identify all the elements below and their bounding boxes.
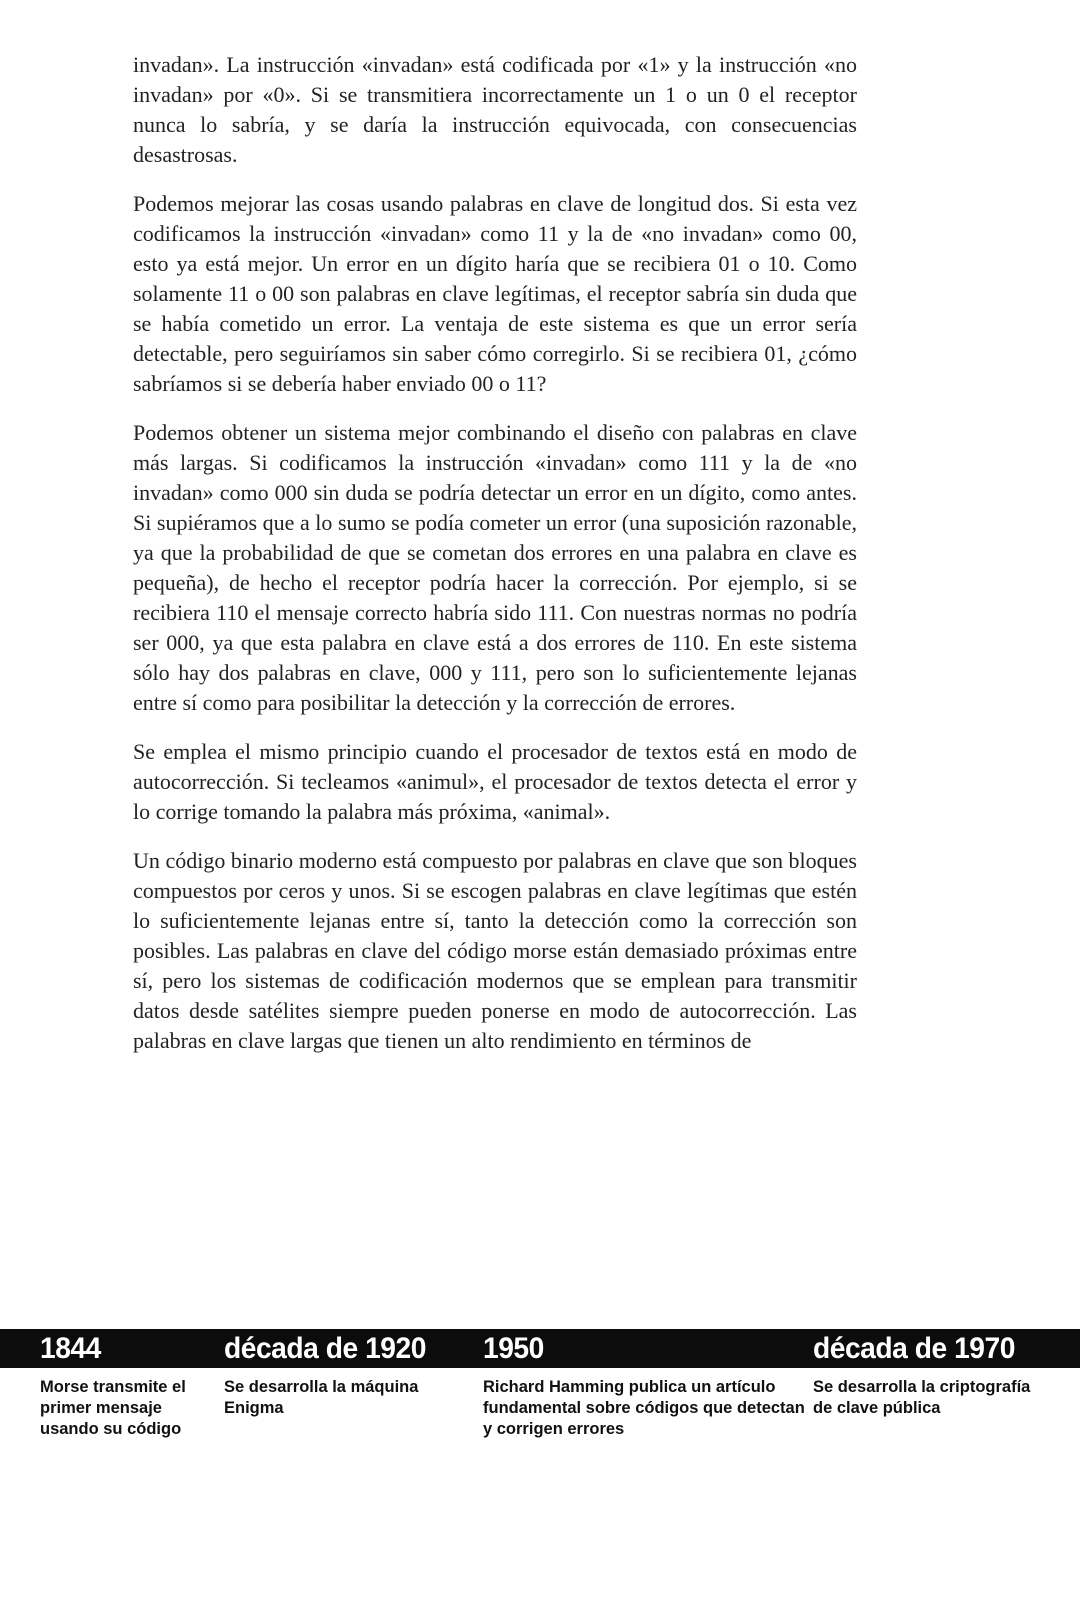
paragraph-5: Un código binario moderno está compuesto por palabras en clave que son bloques compuestos por ceros y unos. Si se escogen palabras en clave legítimas que estén lo suficientemente lejanas entre sí, tanto la detección como la corrección son posibles. Las palabras en clave del código morse están demasiado próximas entre sí, pero los sistemas de codificación modernos que se emplean para transmitir datos desde satélites siempre pueden ponerse en modo de autocorrección. Las palabras en clave largas que tienen un alto rendimiento en términos de	[133, 848, 857, 1053]
timeline-year-1844: 1844	[40, 1332, 101, 1365]
timeline-description-1844: Morse transmite el primer mensaje usando su código	[40, 1378, 186, 1438]
timeline-description-decada-1970: Se desarrolla la criptografía de clave pública	[813, 1378, 1031, 1417]
timeline-description-decada-1920: Se desarrolla la máquina Enigma	[224, 1378, 419, 1417]
timeline-year-1950: 1950	[483, 1332, 544, 1365]
paragraph-4: Se emplea el mismo principio cuando el procesador de textos está en modo de autocorrección. Si tecleamos «animul», el procesador de textos detecta el error y lo corrige tomando la palabra más próxima, «animal».	[133, 739, 857, 824]
timeline-year-decada-1970: década de 1970	[813, 1332, 1015, 1365]
timeline-bar	[0, 1329, 1080, 1368]
body-text	[133, 50, 857, 1075]
paragraph-3: Podemos obtener un sistema mejor combinando el diseño con palabras en clave más largas. Si codificamos la instrucción «invadan» como 111 y la de «no invadan» como 000 sin duda se podría detectar un error en un dígito, como antes. Si supiéramos que a lo sumo se podía cometer un error (una suposición razonable, ya que la probabilidad de que se cometan dos errores en una palabra en clave es pequeña), de hecho el receptor podría hacer la corrección. Por ejemplo, si se recibiera 110 el mensaje correcto habría sido 111. Con nuestras normas no podría ser 000, ya que esta palabra en clave está a dos errores de 110. En este sistema sólo hay dos palabras en clave, 000 y 111, pero son lo suficientemente lejanas entre sí como para posibilitar la detección y la corrección de errores.	[133, 420, 857, 715]
timeline-year-decada-1920: década de 1920	[224, 1332, 426, 1365]
paragraph-2: Podemos mejorar las cosas usando palabras en clave de longitud dos. Si esta vez codificamos la instrucción «invadan» como 11 y la de «no invadan» como 00, esto ya está mejor. Un error en un dígito haría que se recibiera 01 o 10. Como solamente 11 o 00 son palabras en clave legítimas, el receptor sabría sin duda que se había cometido un error. La ventaja de este sistema es que un error sería detectable, pero seguiríamos sin saber cómo corregirlo. Si se recibiera 01, ¿cómo sabríamos si se debería haber enviado 00 o 11?	[133, 191, 857, 396]
paragraph-1: invadan». La instrucción «invadan» está codificada por «1» y la instrucción «no invadan» por «0». Si se transmitiera incorrectamente un 1 o un 0 el receptor nunca lo sabría, y se daría la instrucción equivocada, con consecuencias desastrosas.	[133, 52, 857, 167]
timeline-description-1950: Richard Hamming publica un artículo fundamental sobre códigos que detectan y corrigen errores	[483, 1378, 805, 1438]
